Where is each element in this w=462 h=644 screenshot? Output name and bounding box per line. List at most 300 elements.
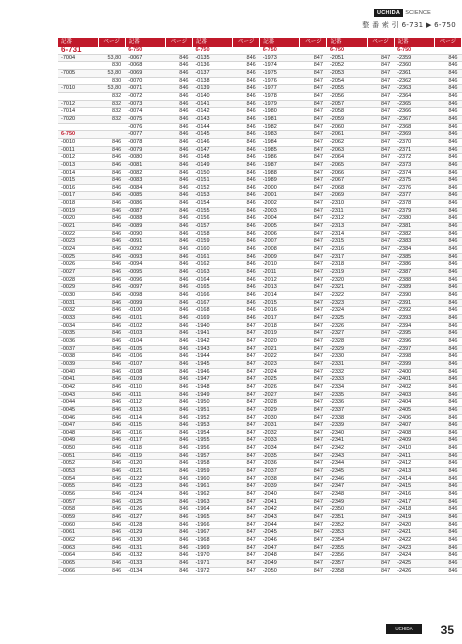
page-cell: 847 [300,360,327,368]
code-cell: -1952 [192,414,232,422]
page-cell: 847 [233,383,260,391]
page-cell: 846 [98,337,125,345]
code-cell: -2052 [327,62,367,70]
page-cell [98,123,125,131]
page-cell: 847 [300,54,327,62]
code-cell: -0089 [125,223,165,231]
table-row [58,246,462,254]
code-cell: -2032 [260,429,300,437]
code-cell: -2387 [394,269,434,277]
page-cell: 846 [434,276,461,284]
code-cell: -2357 [327,559,367,567]
code-cell: -2054 [327,77,367,85]
page-cell: 846 [98,559,125,567]
code-cell: -0076 [125,123,165,131]
page-cell: 847 [300,567,327,575]
code-cell: -2002 [260,200,300,208]
code-cell: -2311 [327,207,367,215]
code-cell: -2376 [394,184,434,192]
code-cell: -2364 [394,92,434,100]
page-cell: 847 [233,337,260,345]
page-cell: 846 [98,223,125,231]
code-cell: -0125 [125,498,165,506]
column-header-page: ページ [165,38,192,47]
code-cell: -2328 [327,337,367,345]
page-cell: 846 [434,146,461,154]
page-cell: 847 [300,345,327,353]
page-cell: 847 [300,177,327,185]
code-cell: -0157 [192,223,232,231]
code-cell: -2351 [327,514,367,522]
code-cell: -2332 [327,368,367,376]
table-row [58,414,462,422]
code-cell: -2405 [394,406,434,414]
page-cell: 846 [165,360,192,368]
code-cell: -2056 [327,92,367,100]
page-cell: 846 [434,391,461,399]
page-cell: 846 [98,360,125,368]
code-cell: -2382 [394,230,434,238]
page-cell: 847 [233,483,260,491]
page-cell: 846 [165,115,192,123]
code-cell: -2396 [394,337,434,345]
code-cell: -0050 [58,445,98,453]
page-cell: 846 [233,192,260,200]
code-cell [58,123,98,131]
page-cell: 847 [367,146,394,154]
page-cell: 847 [367,115,394,123]
page-cell: 846 [165,131,192,139]
page-cell: 847 [233,460,260,468]
code-cell: -1977 [260,85,300,93]
code-cell: -2381 [394,223,434,231]
page-cell: 846 [434,200,461,208]
code-cell: -2037 [260,468,300,476]
code-cell: -0053 [58,468,98,476]
code-cell: -0010 [58,138,98,146]
page-cell: 847 [300,292,327,300]
code-cell: -2397 [394,345,434,353]
code-cell: -2323 [327,299,367,307]
code-cell: -2402 [394,383,434,391]
page-cell: 846 [165,514,192,522]
page-cell: 846 [165,54,192,62]
page-cell: 846 [434,138,461,146]
code-cell: -2005 [260,223,300,231]
page-cell: 846 [165,69,192,77]
code-cell: -2391 [394,299,434,307]
code-cell: -2061 [327,131,367,139]
code-cell: -2365 [394,100,434,108]
code-cell: -0032 [58,307,98,315]
page-cell: 846 [434,284,461,292]
code-cell: -2018 [260,322,300,330]
page-cell: 847 [233,368,260,376]
code-cell: -0065 [58,559,98,567]
code-cell: -0039 [58,360,98,368]
code-cell: -0041 [58,376,98,384]
page-cell: 846 [233,54,260,62]
code-cell: -2310 [327,200,367,208]
page-cell: 847 [367,92,394,100]
code-cell: -0037 [58,345,98,353]
table-row [58,391,462,399]
page-cell: 846 [98,284,125,292]
page-cell: 846 [233,253,260,261]
page-cell: 847 [367,445,394,453]
page-cell: 846 [165,292,192,300]
code-cell: -0105 [125,345,165,353]
code-cell: -2393 [394,314,434,322]
code-cell: -2407 [394,422,434,430]
code-cell: -0087 [125,207,165,215]
code-cell: -1954 [192,429,232,437]
page-cell: 846 [165,521,192,529]
page-cell: 846 [434,207,461,215]
page-cell: 846 [434,230,461,238]
code-cell: -1946 [192,368,232,376]
code-cell: -0060 [58,521,98,529]
code-cell: -2400 [394,368,434,376]
page-cell: 846 [434,445,461,453]
page-cell: 846 [98,491,125,499]
page-cell: 847 [300,353,327,361]
code-cell: -7014 [58,108,98,116]
code-cell: -2019 [260,330,300,338]
table-row [58,429,462,437]
code-cell: -0046 [58,414,98,422]
page-cell: 846 [434,468,461,476]
page-cell: 846 [165,269,192,277]
code-cell: -2383 [394,238,434,246]
code-cell: -1983 [260,131,300,139]
brand-header [374,8,462,18]
code-cell: -0140 [192,92,232,100]
code-cell: -2337 [327,406,367,414]
table-row [58,345,462,353]
page-cell: 846 [165,322,192,330]
code-cell: -2412 [394,460,434,468]
page-cell: 847 [300,123,327,131]
code-cell: -1943 [192,345,232,353]
table-row [58,376,462,384]
page-cell: 847 [300,544,327,552]
page-cell: 847 [233,475,260,483]
page-cell: 832 [98,108,125,116]
page-cell: 847 [233,429,260,437]
table-row [58,422,462,430]
code-cell: -1967 [192,529,232,537]
code-cell: -2025 [260,376,300,384]
code-cell: -2016 [260,307,300,315]
table-row [58,184,462,192]
page-cell: 847 [300,529,327,537]
table-row [58,460,462,468]
page-cell: 846 [165,253,192,261]
code-cell: -0073 [125,100,165,108]
code-cell: -0127 [125,514,165,522]
page-cell: 847 [300,429,327,437]
column-header-page: ページ [300,38,327,47]
page-cell: 847 [233,452,260,460]
code-cell: -1944 [192,353,232,361]
page-cell: 847 [300,391,327,399]
code-cell: -2317 [327,253,367,261]
code-cell: -0111 [125,391,165,399]
page-cell: 847 [233,491,260,499]
page-cell: 847 [233,422,260,430]
page-cell: 846 [98,445,125,453]
page-cell: 847 [367,100,394,108]
code-cell: -0086 [125,200,165,208]
code-cell: -0016 [58,184,98,192]
page-cell: 846 [434,253,461,261]
code-cell: -0022 [58,230,98,238]
code-cell: -7004 [58,54,98,62]
page-cell: 847 [367,360,394,368]
page-cell: 846 [98,330,125,338]
code-cell: -1941 [192,330,232,338]
table-row [58,108,462,116]
page-cell: 847 [367,491,394,499]
code-cell: -2008 [260,246,300,254]
page-cell: 832 [98,115,125,123]
page-cell: 846 [434,383,461,391]
code-cell: -0097 [125,284,165,292]
code-cell: -0168 [192,307,232,315]
page-cell: 847 [233,468,260,476]
page-cell: 847 [233,529,260,537]
page-cell: 846 [233,69,260,77]
page-cell: 830 [98,77,125,85]
page-cell: 846 [434,223,461,231]
page-cell: 847 [367,200,394,208]
code-cell: -2344 [327,460,367,468]
page-cell: 847 [367,514,394,522]
page-cell: 846 [165,368,192,376]
page-cell: 847 [367,391,394,399]
code-cell: -0077 [125,131,165,139]
page-cell: 847 [300,559,327,567]
page-cell: 846 [165,246,192,254]
code-cell: -1984 [260,138,300,146]
page-cell: 847 [367,161,394,169]
code-cell: -2004 [260,215,300,223]
page-cell: 847 [300,238,327,246]
code-cell: -2053 [327,69,367,77]
code-cell: -2404 [394,399,434,407]
page-cell: 846 [434,85,461,93]
code-cell: -0084 [125,184,165,192]
page-cell: 846 [434,452,461,460]
code-cell: -2330 [327,353,367,361]
page-cell: 846 [165,154,192,162]
table-row [58,215,462,223]
code-cell: -0152 [192,184,232,192]
code-cell: -0062 [58,537,98,545]
code-cell: -2417 [394,498,434,506]
table-row [58,544,462,552]
code-cell: -2388 [394,276,434,284]
page-cell: 847 [300,468,327,476]
code-cell: -2314 [327,230,367,238]
code-cell: -1968 [192,537,232,545]
page-cell: 847 [367,292,394,300]
code-cell: -1980 [260,108,300,116]
page-cell: 847 [300,131,327,139]
page-cell: 846 [165,567,192,575]
code-cell: -2359 [394,54,434,62]
page-cell: 846 [233,284,260,292]
table-row [58,559,462,567]
column-header-code: 記番 [125,38,165,47]
code-cell: -0147 [192,146,232,154]
code-cell: -0047 [58,422,98,430]
code-cell: -2414 [394,475,434,483]
page-cell: 847 [300,276,327,284]
code-cell: -2060 [327,123,367,131]
code-cell: -1972 [192,567,232,575]
column-header-page: ページ [98,38,125,47]
page-cell: 846 [98,253,125,261]
page-cell: 846 [98,138,125,146]
page-cell: 847 [300,253,327,261]
page-cell: 847 [367,529,394,537]
page-cell: 846 [165,108,192,116]
page-cell: 846 [434,422,461,430]
page-cell: 847 [300,215,327,223]
column-header-page: ページ [233,38,260,47]
table-row [58,253,462,261]
code-cell: -2422 [394,537,434,545]
code-cell: -0163 [192,269,232,277]
code-cell: -0141 [192,100,232,108]
page-cell: 846 [434,169,461,177]
page-cell: 846 [233,169,260,177]
page-cell: 846 [98,299,125,307]
code-cell: -0090 [125,230,165,238]
page-cell: 846 [434,77,461,85]
code-cell: -2423 [394,544,434,552]
code-cell: -2065 [327,161,367,169]
code-cell: -2399 [394,360,434,368]
code-cell: -0099 [125,299,165,307]
page-cell: 847 [367,138,394,146]
page-cell: 846 [98,368,125,376]
code-cell: -2410 [394,445,434,453]
page-cell: 847 [367,368,394,376]
table-row [58,552,462,560]
code-cell: -0136 [192,62,232,70]
page-cell: 846 [165,307,192,315]
code-cell: -0128 [125,521,165,529]
table-row [58,207,462,215]
code-cell: -2051 [327,54,367,62]
code-cell: -0132 [125,552,165,560]
page-cell: 846 [165,468,192,476]
page-number: 35 [440,623,454,637]
page-cell: 847 [300,514,327,522]
page-cell: 846 [98,529,125,537]
code-cell: -0130 [125,537,165,545]
code-cell: -0056 [58,491,98,499]
code-cell: -0115 [125,422,165,430]
page-cell: 846 [98,146,125,154]
page-cell: 846 [434,514,461,522]
page-cell: 847 [367,215,394,223]
page-cell: 846 [233,146,260,154]
code-cell: -0165 [192,284,232,292]
code-cell: -0124 [125,491,165,499]
code-cell: -0069 [125,69,165,77]
page-cell: 847 [300,92,327,100]
code-cell: -0156 [192,215,232,223]
page-cell [165,47,192,54]
page-cell: 846 [98,276,125,284]
page-cell: 847 [367,54,394,62]
code-cell: -0044 [58,399,98,407]
code-cell: -0093 [125,253,165,261]
page-cell: 847 [300,69,327,77]
code-cell: -0033 [58,314,98,322]
table-row [58,383,462,391]
group-heading: 6-750 [327,47,367,54]
code-cell: -2380 [394,215,434,223]
code-cell: -2370 [394,138,434,146]
code-cell: -2408 [394,429,434,437]
code-cell: -2046 [260,537,300,545]
code-cell: -1981 [260,115,300,123]
code-cell: -2360 [394,62,434,70]
code-cell: -1975 [260,69,300,77]
code-cell: -2319 [327,269,367,277]
page-cell: 847 [300,491,327,499]
code-cell: -0104 [125,337,165,345]
page-cell: 847 [300,161,327,169]
page-cell: 846 [98,514,125,522]
code-cell: -0034 [58,322,98,330]
page-cell: 846 [434,292,461,300]
code-cell: -2044 [260,521,300,529]
page-cell: 846 [233,184,260,192]
code-cell: -0040 [58,368,98,376]
page-cell: 847 [367,552,394,560]
page-cell: 846 [233,238,260,246]
code-cell: -1958 [192,460,232,468]
code-cell: -2318 [327,261,367,269]
code-cell: -0012 [58,154,98,162]
page-cell: 847 [367,223,394,231]
code-cell: -2062 [327,138,367,146]
page-cell: 847 [367,108,394,116]
page-cell: 846 [434,360,461,368]
code-cell: -2411 [394,452,434,460]
code-cell: -2003 [260,207,300,215]
code-cell: -0071 [125,85,165,93]
page-cell: 846 [233,177,260,185]
page-cell: 847 [233,567,260,575]
code-cell: -0078 [125,138,165,146]
code-cell: -2036 [260,460,300,468]
code-cell: -2041 [260,498,300,506]
page-cell: 846 [434,483,461,491]
page-cell: 846 [98,521,125,529]
page-cell: 847 [233,353,260,361]
page-cell: 847 [367,567,394,575]
page-cell: 846 [165,429,192,437]
page-cell: 847 [367,123,394,131]
page-cell: 846 [233,314,260,322]
